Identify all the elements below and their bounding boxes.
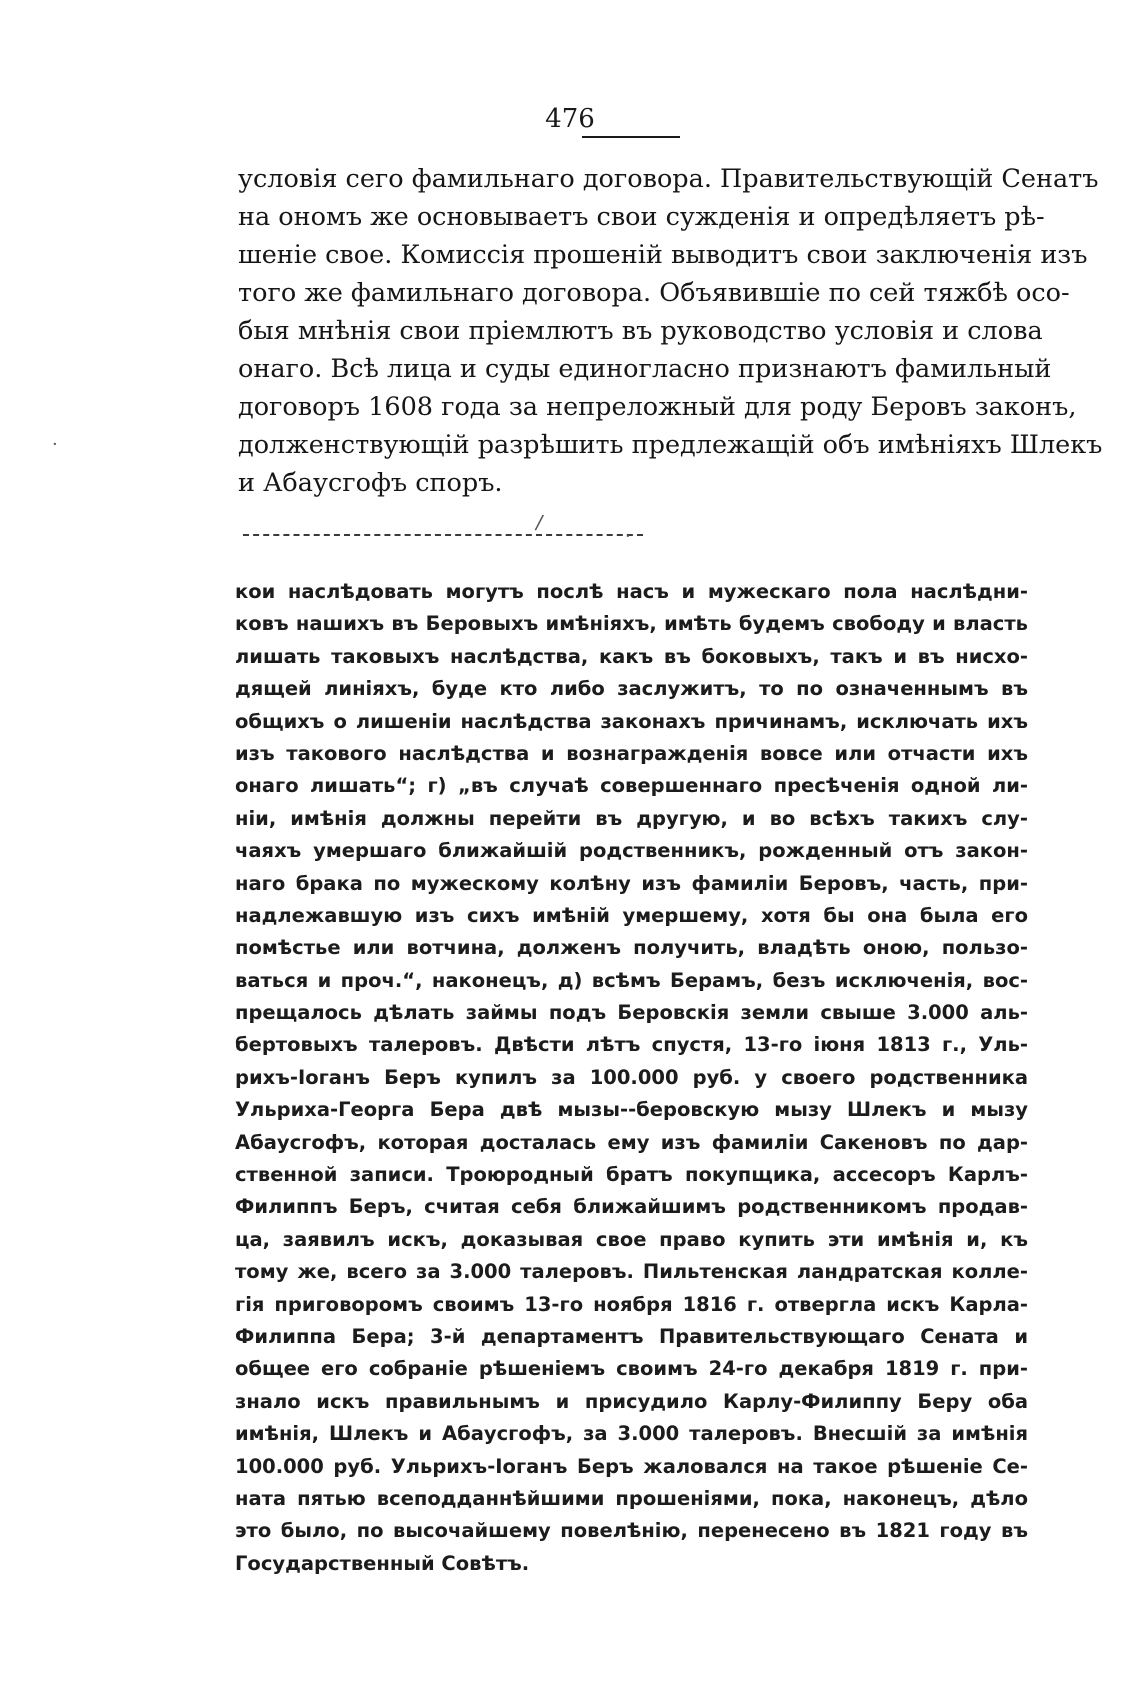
main-text-line: онаго. Всѣ лица и суды единогласно признаютъ фамильный <box>238 354 1052 384</box>
main-text-block <box>238 160 1103 502</box>
quote-text-line: онаго лишать“; г) „въ случаѣ совершеннаго пресѣченія одной ли- <box>235 774 1028 798</box>
quote-text-line: наго брака по мужескому колѣну изъ фамиліи Беровъ, часть, при- <box>235 871 1028 895</box>
header-rule <box>582 136 680 138</box>
quote-text-line: надлежавшую изъ сихъ имѣній умершему, хотя бы она была его <box>235 903 1028 927</box>
quote-text-line: помѣстье или вотчина, долженъ получить, владѣть оною, пользо- <box>235 936 1028 960</box>
quote-text-line: ваться и проч.“, наконецъ, д) всѣмъ Берамъ, безъ исключенія, вос- <box>235 968 1028 992</box>
quote-text-line: ната пятью всеподданнѣйшими прошеніями, пока, наконецъ, дѣло <box>235 1486 1028 1510</box>
quote-text-line: общихъ о лишеніи наслѣдства законахъ причинамъ, исключать ихъ <box>235 709 1028 733</box>
quote-text-line: Филиппа Бера; 3-й департаментъ Правительствующаго Сената и <box>235 1324 1028 1348</box>
quote-text-line: общее его собраніе рѣшеніемъ своимъ 24-го декабря 1819 г. при- <box>235 1357 1028 1381</box>
main-text-line: договоръ 1608 года за непреложный для роду Беровъ законъ, <box>238 392 1077 422</box>
section-separator <box>243 534 643 536</box>
quote-text-block <box>235 576 1028 1580</box>
main-text-line: условія сего фамильнаго договора. Правительствующій Сенатъ <box>238 164 1099 194</box>
quote-text-line: ственной записи. Троюродный братъ покупщика, ассесоръ Карлъ- <box>235 1163 1028 1187</box>
margin-dot: · <box>52 434 58 455</box>
quote-text-line: имѣнія, Шлекъ и Абаусгофъ, за 3.000 талеровъ. Внесшій за имѣнія <box>235 1422 1028 1446</box>
main-text-line: быя мнѣнія свои пріемлютъ въ руководство условія и слова <box>238 316 1043 346</box>
quote-text-line: Ульриха-Георга Бера двѣ мызы--беровскую мызу Шлекъ и мызу <box>235 1098 1028 1122</box>
main-text-line: того же фамильнаго договора. Объявившіе по сей тяжбѣ осо- <box>238 278 1070 308</box>
main-text-line: и Абаусгофъ споръ. <box>238 468 503 498</box>
main-text-line: долженствующій разрѣшить предлежащій объ имѣніяхъ Шлекъ <box>238 430 1103 460</box>
quote-text-line: кои наслѣдовать могутъ послѣ насъ и мужескаго пола наслѣдни- <box>235 580 1028 603</box>
quote-text-line: Абаусгофъ, которая досталась ему изъ фамиліи Сакеновъ по дар- <box>235 1130 1028 1154</box>
quote-text-line: ковъ нашихъ въ Беровыхъ имѣніяхъ, имѣть будемъ свободу и власть <box>235 612 1028 636</box>
quote-text-line: ніи, имѣнія должны перейти въ другую, и во всѣхъ такихъ слу- <box>235 806 1028 830</box>
page-number: 476 <box>545 104 595 134</box>
quote-text-line: знало искъ правильнымъ и присудило Карлу-Филиппу Беру оба <box>235 1389 1028 1413</box>
quote-text-line: 100.000 руб. Ульрихъ-Іоганъ Беръ жаловался на такое рѣшеніе Се- <box>235 1454 1028 1478</box>
quote-text-line: бертовыхъ талеровъ. Двѣсти лѣтъ спустя, 13-го іюня 1813 г., Уль- <box>235 1033 1028 1057</box>
quote-text-line: гія приговоромъ своимъ 13-го ноября 1816 г. отвергла искъ Карла- <box>235 1292 1028 1316</box>
main-text-line: шеніе свое. Комиссія прошеній выводитъ свои заключенія изъ <box>238 240 1088 270</box>
quote-text-line: чаяхъ умершаго ближайшій родственникъ, рожденный отъ закон- <box>235 839 1028 863</box>
main-text-line: на ономъ же основываетъ свои сужденія и опредѣляетъ рѣ- <box>238 202 1045 232</box>
quote-text-line: Филиппъ Беръ, считая себя ближайшимъ родственникомъ продав- <box>235 1195 1028 1219</box>
quote-text-line: Государственный Совѣтъ. <box>235 1551 530 1575</box>
quote-text-line: дящей линіяхъ, буде кто либо заслужитъ, то по означеннымъ въ <box>235 677 1028 701</box>
quote-text-line: лишать таковыхъ наслѣдства, какъ въ боковыхъ, такъ и въ нисхо- <box>235 644 1028 668</box>
quote-text-line: тому же, всего за 3.000 талеровъ. Пильтенская ландратская колле- <box>235 1260 1028 1284</box>
quote-text-line: это было, по высочайшему повелѣнію, перенесено въ 1821 году въ <box>235 1519 1028 1543</box>
stray-mark: / <box>533 509 545 535</box>
stray-dot: · <box>625 526 631 547</box>
quote-text-line: прещалось дѣлать займы подъ Беровскія земли свыше 3.000 аль- <box>235 1001 1028 1025</box>
quote-text-line: изъ такового наслѣдства и вознагражденія вовсе или отчасти ихъ <box>235 741 1028 765</box>
quote-text-line: ца, заявилъ искъ, доказывая свое право купить эти имѣнія и, къ <box>235 1227 1028 1251</box>
quote-text-line: рихъ-Іоганъ Беръ купилъ за 100.000 руб. у своего родственника <box>235 1065 1028 1089</box>
